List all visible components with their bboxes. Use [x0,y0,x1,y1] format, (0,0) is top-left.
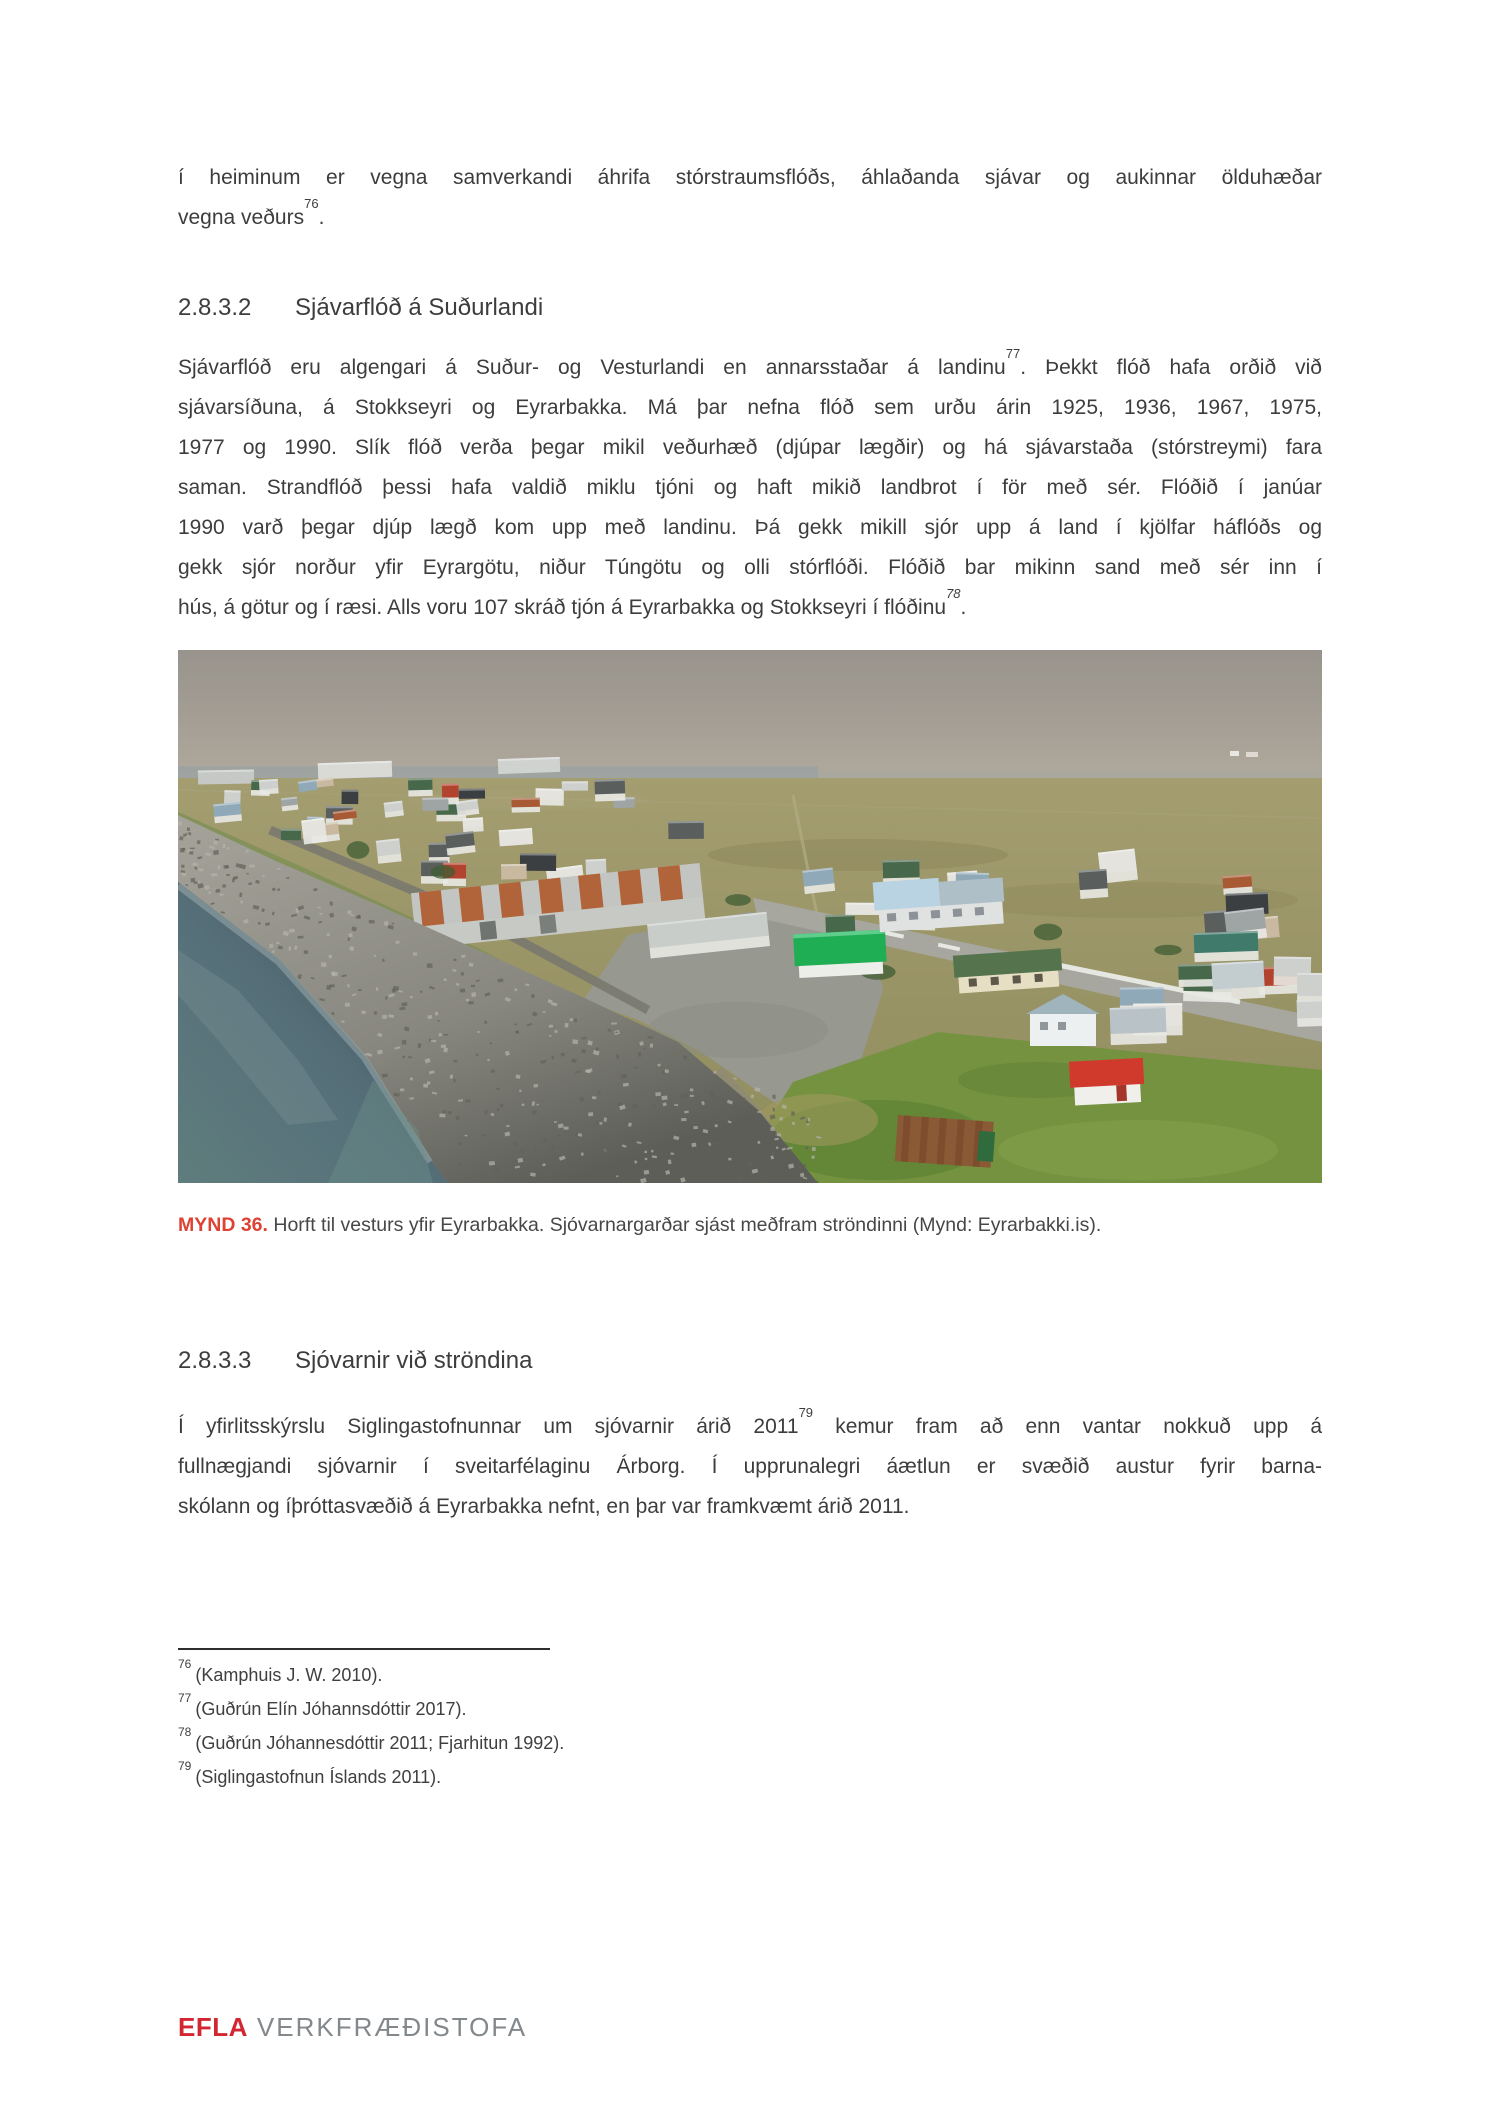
text-line: 1990 varð þegar djúp lægð kom upp með landinu. Þá gekk mikill sjór upp á land í kjölfar háflóðs og [178,516,1322,539]
intro-paragraph [178,158,1322,238]
footer-logo [178,2012,527,2042]
text-line: sjávarsíðuna, á Stokkseyri og Eyrarbakka. Má þar nefna flóð sem urðu árin 1925, 1936, 1967, 1975, [178,396,1322,419]
caption-label: MYND 36. [178,1214,268,1236]
photo-distant-sea [178,766,818,779]
efla-logo: EFLA [178,2012,248,2042]
footnote-row: $^{79}$(Siglingastofnun Íslands 2011). [178,1759,442,1787]
photo-grass-patch [998,1120,1278,1180]
text-line: saman. Strandflóð þessi hafa valdið miklu tjóni og haft mikið landbrot í för með sér. Flóðið í janúar [178,476,1322,499]
photo-distant-farm [1246,752,1258,757]
text-line: Í yfirlitsskýrslu Siglingastofnunnar um sjóvarnir árið 2011$^{79}$ kemur fram að enn vantar nokkuð upp á [178,1405,1322,1438]
section-number: 2.8.3.2 [178,294,252,321]
photo-horizon-haze [818,770,1322,779]
text-line: vegna veðurs$^{76}$. [178,196,325,229]
caption-text: Horft til vesturs yfir Eyrarbakka. Sjóvarnargarðar sjást meðfram ströndinni (Mynd: Eyrarbakki.is). [273,1214,1102,1236]
section-heading-2832 [178,293,1322,323]
footnote-row: $^{76}$(Kamphuis J. W. 2010). [178,1657,383,1685]
text-line: fullnægjandi sjóvarnir í sveitarfélaginu Árborg. Í upprunalegri áætlun er svæðið austur fyrir barna- [178,1455,1322,1478]
section-title: Sjóvarnir við ströndina [295,1347,533,1374]
section-heading-2833 [178,1346,1322,1376]
text-line: í heiminum er vegna samverkandi áhrifa stórstraumsflóðs, áhlaðanda sjávar og aukinnar ölduhæðar [178,166,1322,189]
footnote-row: $^{77}$(Guðrún Elín Jóhannsdóttir 2017). [178,1691,467,1719]
text-line: gekk sjór norður yfir Eyrargötu, niður Túngötu og olli stórflóði. Flóðið bar mikinn sand með sér inn í [178,556,1322,579]
section-number: 2.8.3.3 [178,1347,252,1374]
second-paragraph [178,1407,1322,1527]
photo-distant-farm [1230,751,1239,756]
photo-field-patch [708,839,1008,871]
logo-subtitle: VERKFRÆÐISTOFA [256,2012,528,2042]
aerial-photo-eyrarbakki [178,650,1322,1183]
text-line: skólann og íþróttasvæðið á Eyrarbakka nefnt, en þar var framkvæmt árið 2011. [178,1495,910,1518]
footnote-separator [178,1648,550,1650]
footnotes [178,1658,1322,1794]
text-line: Sjávarflóð eru algengari á Suður- og Vesturlandi en annarsstaðar á landinu$^{77}$. Þekkt flóð hafa orðið við [178,346,1322,379]
figure-container [178,650,1322,1183]
section-title: Sjávarflóð á Suðurlandi [295,294,544,321]
text-line: 1977 og 1990. Slík flóð verða þegar mikil veðurhæð (djúpar lægðir) og há sjávarstaða (stórstreymi) fara [178,436,1322,459]
main-paragraph [178,348,1322,628]
text-line: hús, á götur og í ræsi. Alls voru 107 skráð tjón á Eyrarbakka og Stokkseyri í flóðinu$^{78}$. [178,586,967,619]
figure-caption [178,1212,1322,1239]
footnote-row: $^{78}$(Guðrún Jóhannesdóttir 2011; Fjarhitun 1992). [178,1725,565,1753]
